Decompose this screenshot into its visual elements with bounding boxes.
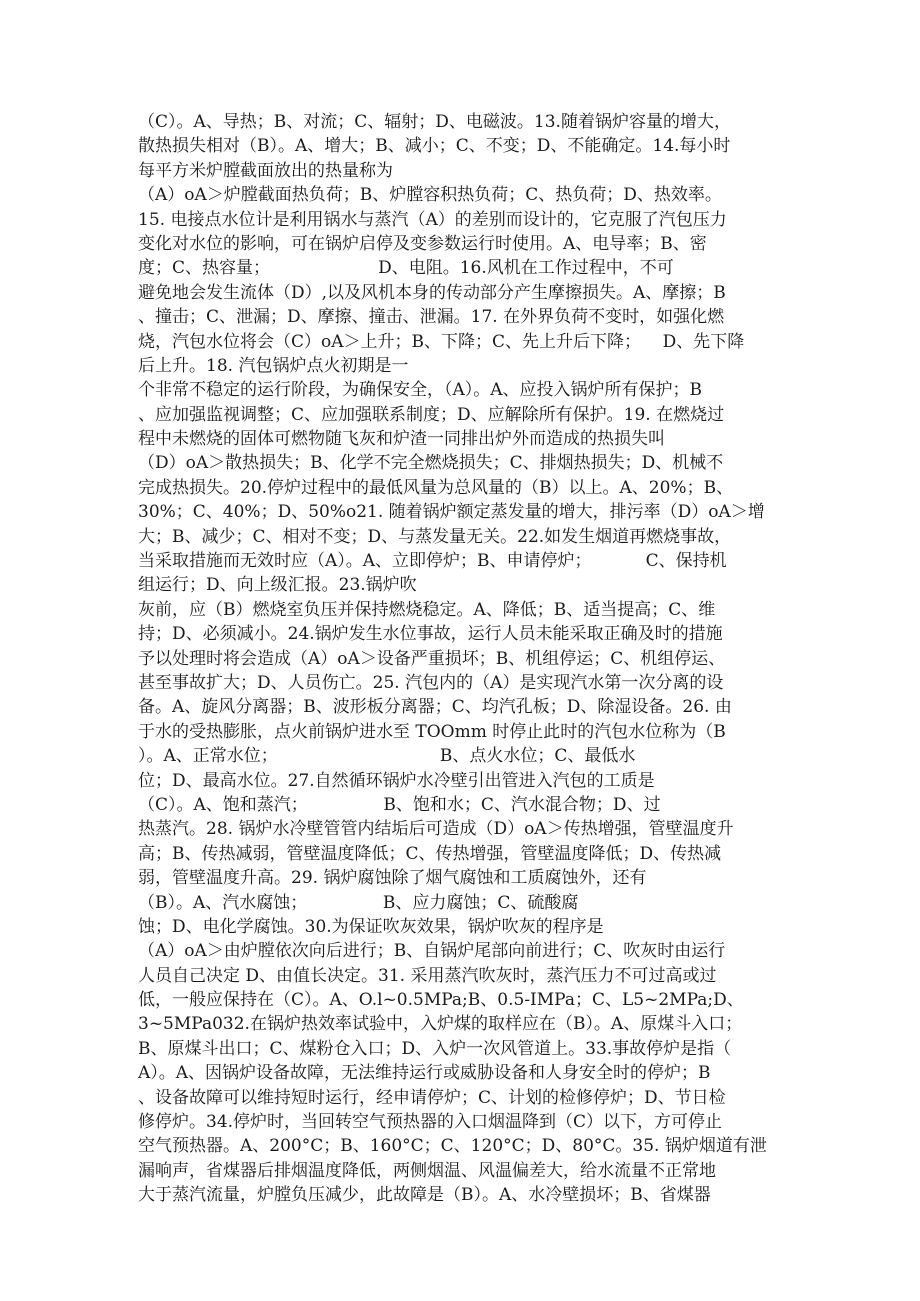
text-line: 完成热损失。20.停炉过程中的最低风量为总风量的（B）以上。A、20%；B、 — [138, 477, 734, 498]
text-line: 3~5MPa032.在锅炉热效率试验中，入炉煤的取样应在（B）。A、原煤斗入口； — [138, 1014, 743, 1035]
text-line: 热蒸汽。28. 锅炉水冷壁管管内结垢后可造成（D）oA＞传热增强，管壁温度升 — [138, 819, 734, 840]
text-line: B、原煤斗出口；C、煤粉仓入口；D、入炉一次风管道上。33.事故停炉是指（ — [138, 1038, 732, 1059]
text-line: 持；D、必须减小。24.锅炉发生水位事故，运行人员未能采取正确及时的措施 — [138, 624, 723, 645]
text-line: 15. 电接点水位计是利用锅水与蒸汽（A）的差别而设计的，它克服了汽包压力 — [138, 209, 727, 230]
text-line: （A）oA＞炉膛截面热负荷；B、炉膛容积热负荷；C、热负荷；D、热效率。 — [138, 185, 722, 206]
text-line: 人员自己决定 D、由值长决定。31. 采用蒸汽吹灰时，蒸汽压力不可过高或过 — [138, 965, 717, 986]
text-line: 于水的受热膨胀，点火前锅炉进水至 TOOmm 时停止此时的汽包水位称为（B — [138, 721, 726, 742]
text-line: 位；D、最高水位。27.自然循环锅炉水冷壁引出管进入汽包的工质是 — [138, 770, 655, 791]
text-line: 程中未燃烧的固体可燃物随飞灰和炉渣一同排出炉外而造成的热损失叫 — [138, 429, 665, 450]
text-line: 甚至事故扩大；D、人员伤亡。25. 汽包内的（A）是实现汽水第一次分离的设 — [138, 672, 724, 693]
text-line: 弱，管壁温度升高。29. 锅炉腐蚀除了烟气腐蚀和工质腐蚀外，还有 — [138, 868, 647, 889]
text-line: 个非常不稳定的运行阶段，为确保安全，（A）。A、应投入锅炉所有保护；B — [138, 380, 703, 401]
text-line: （D）oA＞散热损失；B、化学不完全燃烧损失；C、排烟热损失；D、机械不 — [138, 453, 724, 474]
text-line: 大于蒸汽流量，炉膛负压减少，此故障是（B）。A、水冷壁损坏；B、省煤器 — [138, 1185, 711, 1206]
text-line: 低，一般应保持在（C）。A、O.l~0.5MPa;B、0.5-IMPa；C、L5~2MPa;D、 — [138, 990, 744, 1011]
text-line: （C）。A、导热；B、对流；C、辐射；D、电磁波。13.随着锅炉容量的增大， — [138, 112, 731, 132]
text-line: （B）。A、汽水腐蚀； B、应力腐蚀；C、硫酸腐 — [138, 892, 579, 913]
text-line: 予以处理时将会造成（A）oA＞设备严重损坏；B、机组停运；C、机组停运、 — [138, 648, 726, 669]
text-line: 漏响声，省煤器后排烟温度降低，两侧烟温、风温偏差大，给水流量不正常地 — [138, 1160, 716, 1181]
text-line: 每平方米炉膛截面放出的热量称为 — [138, 160, 393, 181]
text-line: 、设备故障可以维持短时运行，经申请停炉；C、计划的检修停炉；D、节日检 — [138, 1087, 726, 1108]
text-line: 30%；C、40%；D、50%o21. 随着锅炉额定蒸发量的增大，排污率（D）oA＞增 — [138, 502, 765, 523]
document-body — [138, 110, 786, 1208]
text-line: 、撞击；C、泄漏；D、摩擦、撞击、泄漏。17. 在外界负荷不变时，如强化燃 — [138, 307, 725, 328]
text-line: 组运行；D、向上级汇报。23.锅炉吹 — [138, 575, 417, 596]
text-line: ）。A、正常水位； B、点火水位；C、最低水 — [138, 746, 636, 767]
text-line: 避免地会发生流体（D）,以及风机本身的传动部分产生摩擦损失。A、摩擦；B — [138, 282, 726, 303]
text-line: 空气预热器。A、200°C；B、160°C；C、120°C；D、80°C。35. 锅炉烟道有泄 — [138, 1136, 767, 1157]
text-line: 变化对水位的影响，可在锅炉启停及变参数运行时使用。A、电导率；B、密 — [138, 233, 707, 254]
text-line: 后上升。18. 汽包锅炉点火初期是一 — [138, 355, 409, 376]
text-line: 备。A、旋风分离器；B、波形板分离器；C、均汽孔板；D、除湿设备。26. 由 — [138, 697, 732, 718]
text-line: （A）oA＞由炉膛依次向后进行；B、自锅炉尾部向前进行；C、吹灰时由运行 — [138, 941, 726, 962]
text-line: 度；C、热容量； D、电阻。16.风机在工作过程中，不可 — [138, 258, 674, 279]
text-line: 灰前，应（B）燃烧室负压并保持燃烧稳定。A、降低；B、适当提高；C、维 — [138, 599, 716, 620]
text-line: 大；B、减少；C、相对不变；D、与蒸发量无关。22.如发生烟道再燃烧事故， — [138, 526, 732, 547]
text-line: 烧，汽包水位将会（C）oA＞上升；B、下降；C、先上升后下降； D、先下降 — [138, 331, 745, 352]
text-line: A）。A、因锅炉设备故障，无法维持运行或威胁设备和人身安全时的停炉；B — [138, 1063, 711, 1084]
text-line: 当采取措施而无效时应（A）。A、立即停炉；B、申请停炉； C、保持机 — [138, 551, 727, 572]
text-line: （C）。A、饱和蒸汽； B、饱和水；C、汽水混合物；D、过 — [138, 794, 661, 815]
text-line: 、应加强监视调整；C、应加强联系制度；D、应解除所有保护。19. 在燃烧过 — [138, 404, 725, 425]
text-line: 蚀；D、电化学腐蚀。30.为保证吹灰效果，锅炉吹灰的程序是 — [138, 916, 604, 937]
text-line: 散热损失相对（B）。A、增大；B、减小；C、不变；D、不能确定。14.每小时 — [138, 136, 731, 157]
text-line: 修停炉。34.停炉时，当回转空气预热器的入口烟温降到（C）以下，方可停止 — [138, 1112, 723, 1133]
text-line: 高；B、传热减弱，管壁温度降低；C、传热增强，管壁温度降低；D、传热减 — [138, 843, 722, 864]
